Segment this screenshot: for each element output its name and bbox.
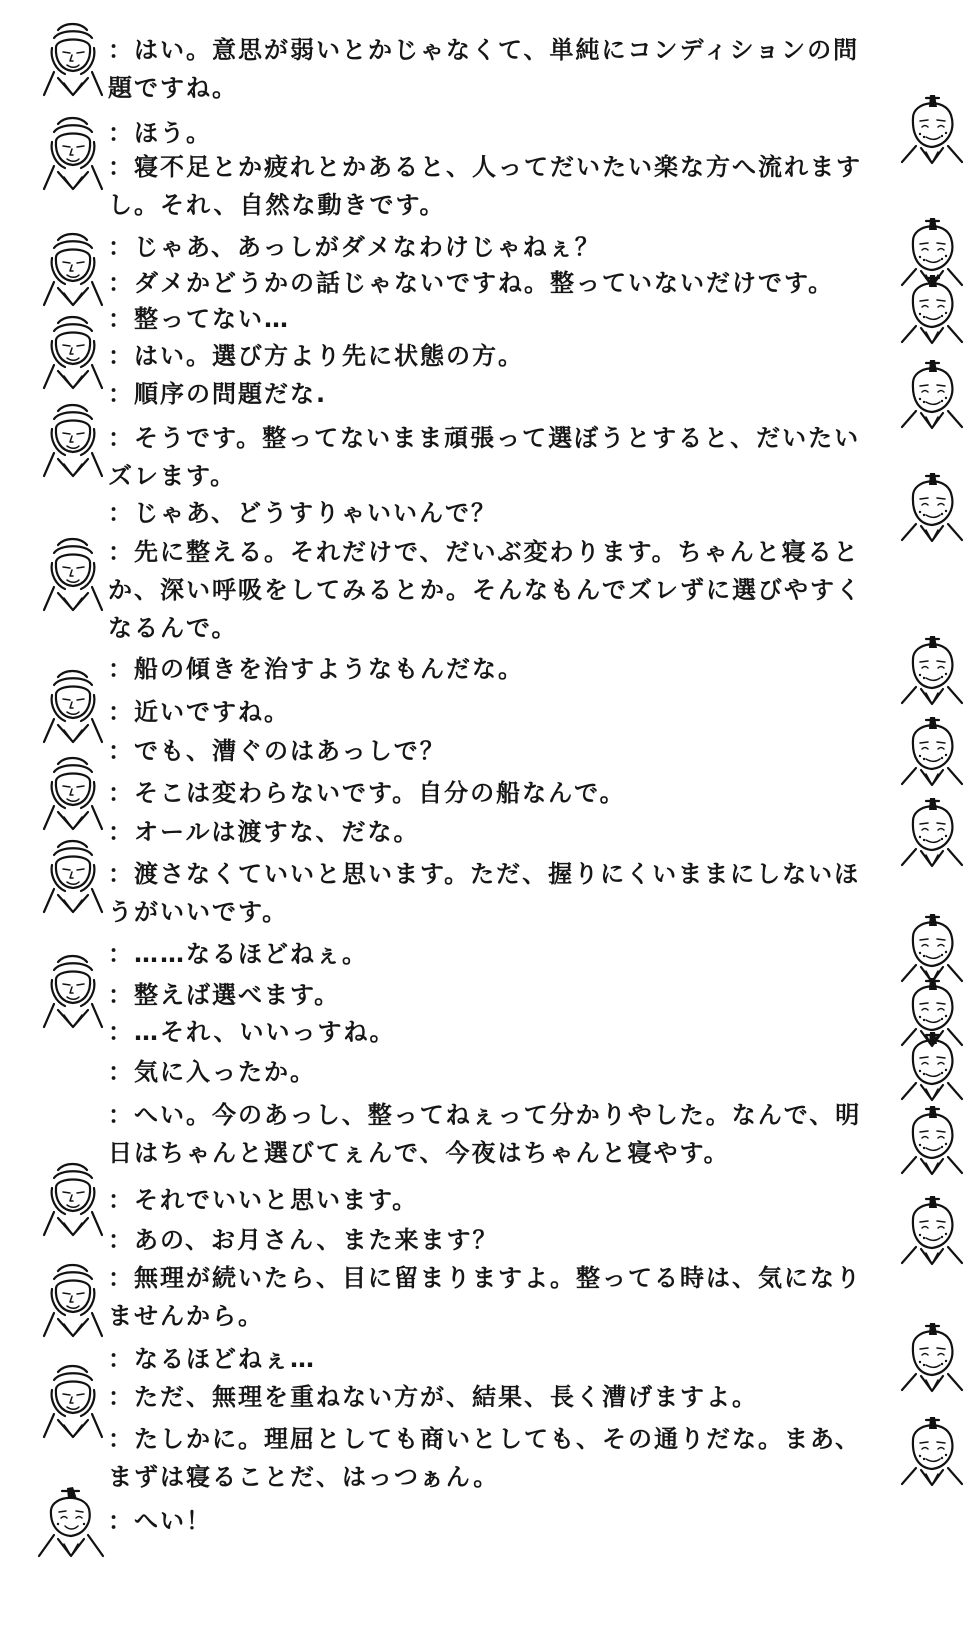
dialogue-line-13: ：近いですね。 (108, 698, 290, 726)
dialogue-line-9: ：そうです。整ってないまま頑張って選ぼうとすると、だいたいズレます。 (108, 424, 861, 490)
woman-speaker-icon (36, 954, 110, 1028)
dialogue-line-14: ：でも、漕ぐのはあっしで？ (108, 737, 446, 765)
man-speaker-icon (895, 270, 969, 344)
man-speaker-icon (895, 1191, 969, 1265)
dialogue-line-1: ：はい。意思が弱いとかじゃなくて、単純にコンディションの問題ですね。 (108, 36, 860, 102)
woman-speaker-icon (36, 1162, 110, 1236)
woman-speaker-icon (36, 1263, 110, 1337)
dialogue-line-20: ：…それ、いいっすね。 (108, 1018, 396, 1046)
dialogue-line-5: ：ダメかどうかの話じゃないですね。整っていないだけです。 (108, 269, 835, 297)
dialogue-line-19: ：整えば選べます。 (108, 981, 341, 1009)
man-speaker-icon (895, 1412, 969, 1486)
man-speaker-icon (895, 1027, 969, 1101)
woman-speaker-icon (36, 537, 110, 611)
woman-speaker-icon (36, 756, 110, 830)
dialogue-line-23: ：それでいいと思います。 (108, 1186, 419, 1214)
woman-speaker-icon (36, 839, 110, 913)
dialogue-line-3: ：寝不足とか疲れとかあると、人ってだいたい楽な方へ流れますし。それ、自然な動きです。 (108, 153, 862, 219)
man-speaker-icon (895, 909, 969, 983)
woman-speaker-icon (36, 22, 110, 96)
other-speaker-icon (34, 1483, 108, 1557)
dialogue-line-15: ：そこは変わらないです。自分の船なんで。 (108, 779, 626, 807)
dialogue-line-2: ：ほう。 (108, 119, 212, 147)
dialogue-line-8: ：順序の問題だな. (108, 380, 328, 408)
dialogue-line-16: ：オールは渡すな、だな。 (108, 818, 420, 846)
dialogue-line-12: ：船の傾きを治すようなもんだな。 (108, 655, 524, 683)
dialogue-line-6: ：整ってない… (108, 305, 290, 333)
dialogue-line-25: ：無理が続いたら、目に留まりますよ。整ってる時は、気になりませんから。 (108, 1264, 862, 1330)
dialogue-line-29: ：へい！ (108, 1507, 212, 1535)
woman-speaker-icon (36, 669, 110, 743)
woman-speaker-icon (36, 1364, 110, 1438)
man-speaker-icon (895, 1318, 969, 1392)
dialogue-line-18: ：……なるほどねぇ。 (108, 940, 368, 968)
dialogue-line-7: ：はい。選び方より先に状態の方。 (108, 342, 524, 370)
dialogue-line-21: ：気に入ったか。 (108, 1058, 316, 1086)
dialogue-line-27: ：ただ、無理を重ねない方が、結果、長く漕げますよ。 (108, 1383, 758, 1411)
dialogue-line-22: ：へい。今のあっし、整ってねぇって分かりやした。なんで、明日はちゃんと選びてぇんで、今夜はちゃんと寝やす。 (108, 1101, 862, 1167)
man-speaker-icon (895, 1101, 969, 1175)
man-speaker-icon (895, 468, 969, 542)
man-speaker-icon (895, 631, 969, 705)
woman-speaker-icon (36, 403, 110, 477)
man-speaker-icon (895, 793, 969, 867)
dialogue-line-10: ：じゃあ、どうすりゃいいんで？ (108, 499, 498, 527)
dialogue-line-11: ：先に整える。それだけで、だいぶ変わります。ちゃんと寝るとか、深い呼吸をしてみるとか。そんなもんでズレずに選びやすくなるんで。 (108, 538, 862, 642)
woman-speaker-icon (36, 116, 110, 190)
woman-speaker-icon (36, 315, 110, 389)
dialogue-line-28: ：たしかに。理屈としても商いとしても、その通りだな。まあ、まずは寝ることだ、はっつぁん。 (108, 1425, 862, 1491)
dialogue-line-17: ：渡さなくていいと思います。ただ、握りにくいままにしないほうがいいです。 (108, 860, 861, 926)
man-speaker-icon (895, 90, 969, 164)
man-speaker-icon (895, 355, 969, 429)
woman-speaker-icon (36, 232, 110, 306)
dialogue-line-24: ：あの、お月さん、また来ます？ (108, 1226, 499, 1254)
dialogue-line-26: ：なるほどねぇ… (108, 1345, 316, 1373)
man-speaker-icon (895, 712, 969, 786)
dialogue-line-4: ：じゃあ、あっしがダメなわけじゃねぇ？ (108, 233, 601, 261)
